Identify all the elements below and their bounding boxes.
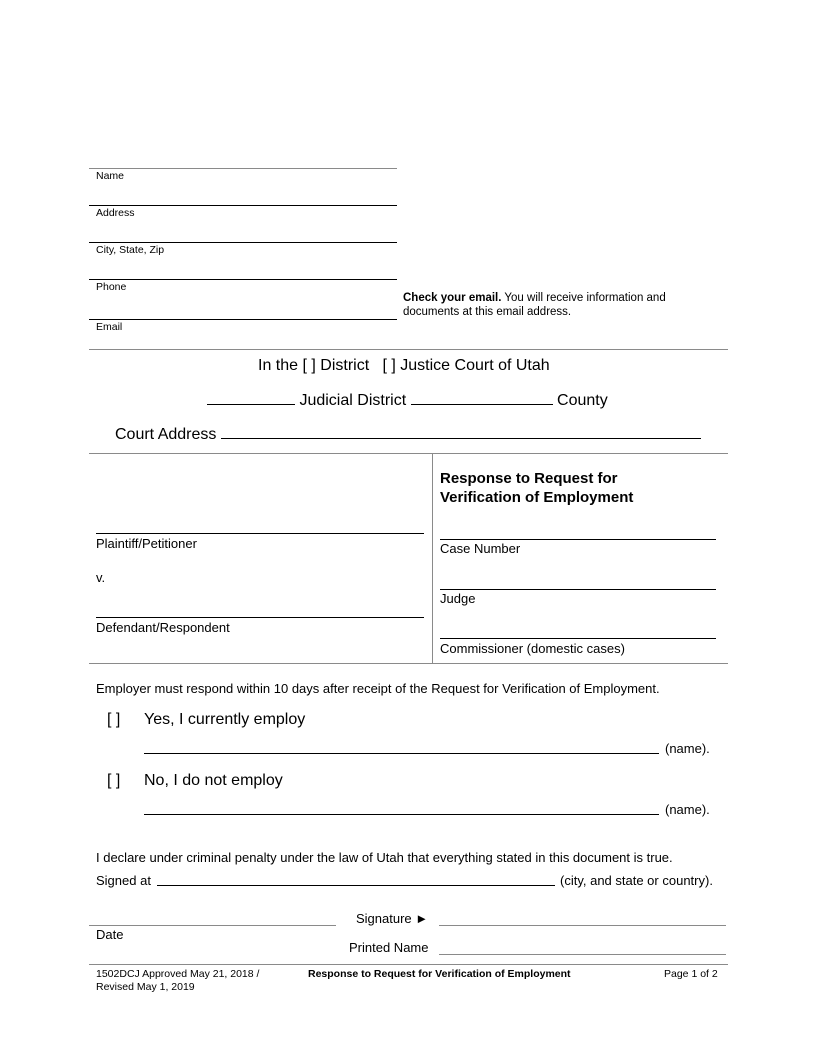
name-label: Name xyxy=(96,170,125,182)
signed-at-line[interactable] xyxy=(157,885,555,886)
city-state-zip-line[interactable] xyxy=(89,242,397,243)
caption-bottom-border xyxy=(89,663,728,664)
plaintiff-line[interactable] xyxy=(96,533,424,534)
instruction-text: Employer must respond within 10 days after receipt of the Request for Verification of Employment. xyxy=(96,681,660,696)
signed-at-label: Signed at xyxy=(96,873,151,888)
page-number: Page 1 of 2 xyxy=(664,968,718,980)
email-label: Email xyxy=(96,321,123,333)
no-checkbox[interactable]: [ ] xyxy=(107,772,121,789)
court-top-divider xyxy=(89,349,728,350)
printed-name-line[interactable] xyxy=(439,954,726,955)
defendant-line[interactable] xyxy=(96,617,424,618)
no-option-label: No, I do not employ xyxy=(144,772,283,789)
judicial-district-label: Judicial District xyxy=(299,392,407,409)
email-note-rest: You will receive information and documents at this email address. xyxy=(403,292,666,318)
county-blank[interactable] xyxy=(411,403,553,405)
commissioner-line[interactable] xyxy=(440,638,716,639)
caption-top-border xyxy=(89,453,728,454)
email-line[interactable] xyxy=(89,319,397,320)
district-county-line xyxy=(207,392,608,410)
yes-name-line[interactable] xyxy=(144,753,659,754)
judge-label: Judge xyxy=(440,591,476,606)
city-state-zip-label: City, State, Zip xyxy=(96,244,165,256)
case-number-line[interactable] xyxy=(440,539,716,540)
yes-checkbox[interactable]: [ ] xyxy=(107,711,121,728)
document-title xyxy=(440,469,633,507)
address-line[interactable] xyxy=(89,205,397,206)
case-number-label: Case Number xyxy=(440,541,521,556)
no-name-line[interactable] xyxy=(144,814,659,815)
date-line[interactable] xyxy=(89,925,336,926)
court-address-line xyxy=(115,426,701,444)
yes-name-suffix: (name). xyxy=(665,741,710,756)
document-title-line2: Verification of Employment xyxy=(440,489,634,506)
court-address-label: Court Address xyxy=(115,426,217,443)
plaintiff-label: Plaintiff/Petitioner xyxy=(96,536,197,551)
email-note-bold: Check your email. xyxy=(403,292,502,304)
form-id xyxy=(96,968,259,994)
court-address-blank[interactable] xyxy=(221,437,701,439)
document-title-line1: Response to Request for xyxy=(440,470,618,487)
no-name-suffix: (name). xyxy=(665,802,710,817)
address-label: Address xyxy=(96,207,135,219)
caption-center-divider xyxy=(432,453,433,664)
defendant-label: Defendant/Respondent xyxy=(96,620,230,635)
yes-option-label: Yes, I currently employ xyxy=(144,711,306,728)
judge-line[interactable] xyxy=(440,589,716,590)
signature-label: Signature ► xyxy=(356,911,429,926)
form-id-line1: 1502DCJ Approved May 21, 2018 / xyxy=(96,968,260,980)
city-suffix: (city, and state or country). xyxy=(560,873,713,888)
commissioner-label: Commissioner (domestic cases) xyxy=(440,641,625,656)
footer-title: Response to Request for Verification of Employment xyxy=(308,968,571,980)
name-line[interactable] xyxy=(89,168,397,169)
judicial-district-blank[interactable] xyxy=(207,403,295,405)
signature-line[interactable] xyxy=(439,925,726,926)
phone-label: Phone xyxy=(96,281,127,293)
court-type-line xyxy=(258,357,550,375)
versus-label: v. xyxy=(96,570,106,585)
justice-court-option[interactable]: [ ] Justice Court of Utah xyxy=(382,357,550,374)
printed-name-label: Printed Name xyxy=(349,940,429,955)
phone-line[interactable] xyxy=(89,279,397,280)
declaration-text: I declare under criminal penalty under the law of Utah that everything stated in this document is true. xyxy=(96,850,673,865)
footer-divider xyxy=(89,964,728,965)
county-label: County xyxy=(557,392,608,409)
email-note xyxy=(403,291,703,319)
district-court-option[interactable]: In the [ ] District xyxy=(258,357,370,374)
date-label: Date xyxy=(96,927,124,942)
form-id-line2: Revised May 1, 2019 xyxy=(96,981,195,993)
